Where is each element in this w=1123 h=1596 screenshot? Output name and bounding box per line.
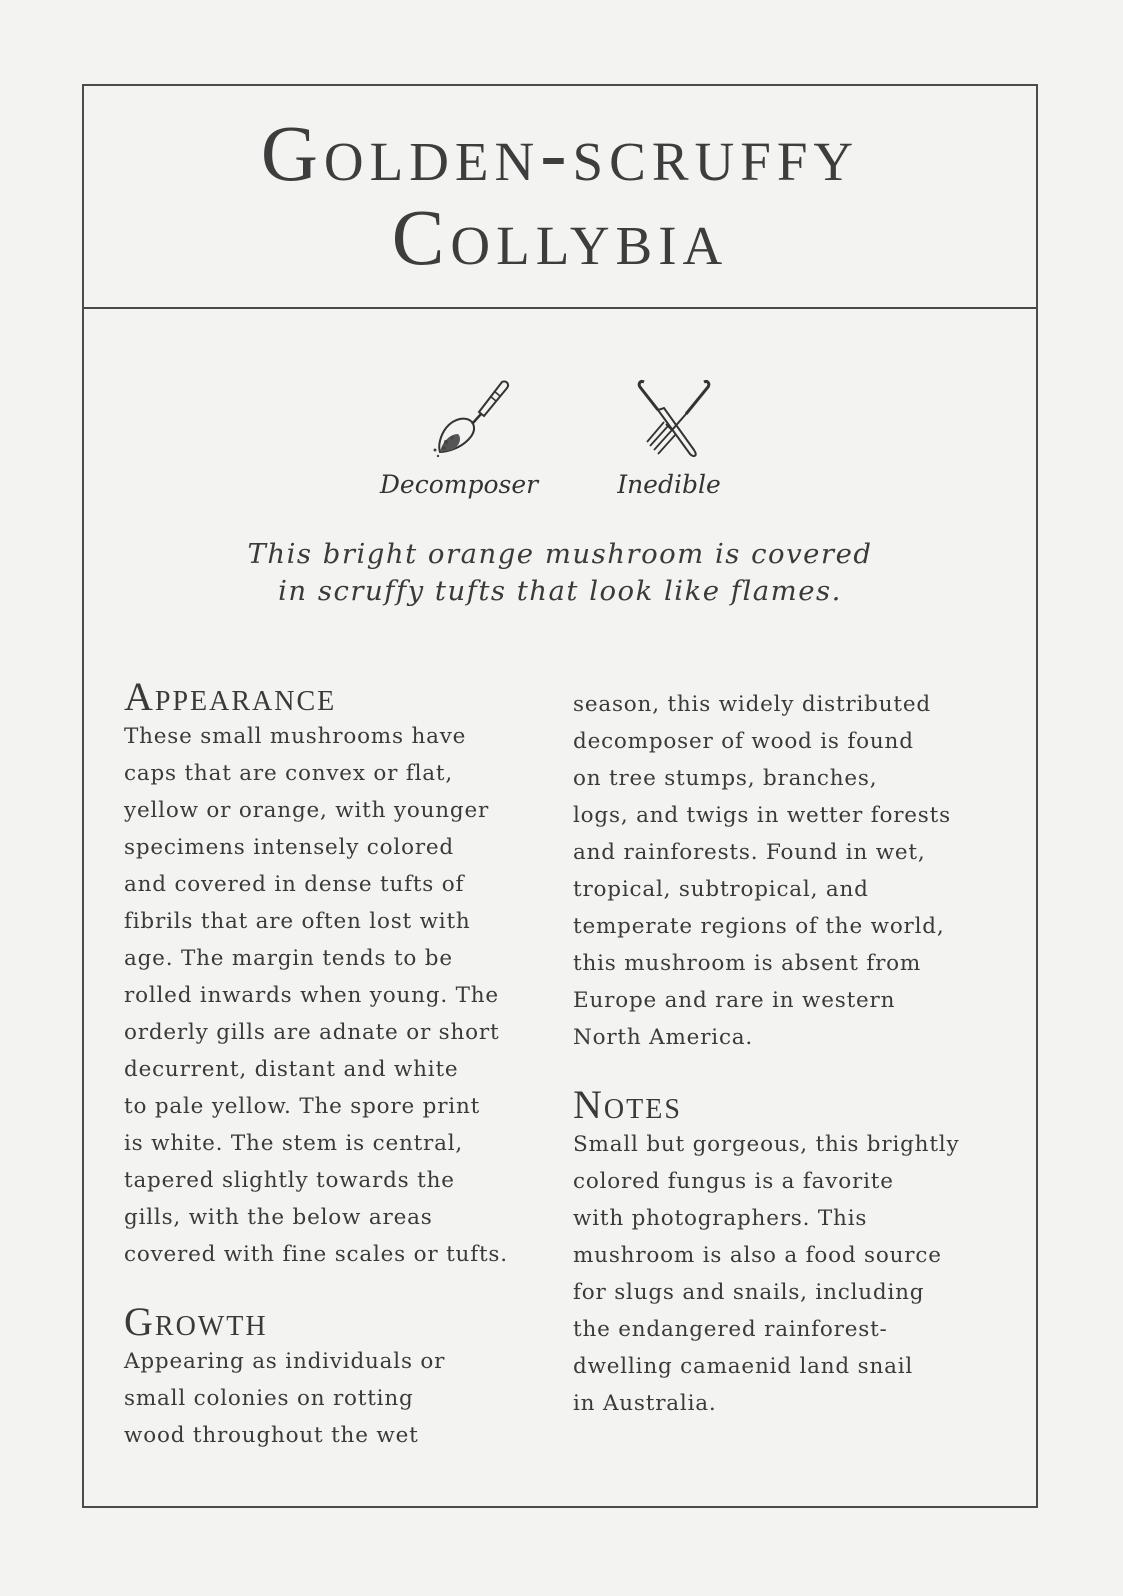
appearance-text: These small mushrooms have caps that are convex or flat, yellow or orange, with younger specimens intensely colored and covered in dense tufts of fibrils that are often lost with age. The margin tends to be rolled inwards when young. The orderly gills are adnate or short decurrent, distant and white to pale yellow. The spore print is white. The stem is central, tapered slightly towards the gills, with the below areas covered with fine scales or tufts. [124, 724, 508, 1267]
badge-inedible [574, 376, 764, 499]
right-column [573, 686, 1013, 1422]
title-line-1: Golden-scruffy [260, 110, 860, 198]
growth-heading: Growth [124, 1299, 268, 1344]
trowel-icon [404, 376, 514, 466]
crossed-knife-fork-icon [614, 376, 724, 466]
tagline [84, 536, 1036, 610]
notes-heading: Notes [573, 1082, 682, 1127]
growth-text-left: Appearing as individuals or small colonies on rotting wood throughout the wet [124, 1349, 446, 1448]
appearance-heading: Appearance [124, 674, 337, 719]
badge-row [84, 376, 1036, 516]
badge-label-inedible: Inedible [617, 470, 721, 499]
tagline-line-1: This bright orange mushroom is covered [247, 538, 873, 570]
tagline-line-2: in scruffy tufts that look like flames. [278, 575, 842, 607]
title-line-2: Collybia [391, 194, 729, 282]
notes-text: Small but gorgeous, this brightly colored fungus is a favorite with photographers. This mushroom is also a food source for slugs and snails, including the endangered rainforest- dwelling camaenid land snail in Australia. [573, 1132, 960, 1416]
growth-text-right: season, this widely distributed decomposer of wood is found on tree stumps, branches, logs, and twigs in wetter forests and rainforests. Found in wet, tropical, subtropical, and temperate regions of the world, this mushroom is absent from Europe and rare in western North America. [573, 692, 951, 1050]
left-column [124, 676, 564, 1454]
title-header [84, 86, 1036, 309]
badge-decomposer [364, 376, 554, 499]
badge-label-decomposer: Decomposer [379, 470, 539, 499]
species-card [82, 84, 1038, 1508]
